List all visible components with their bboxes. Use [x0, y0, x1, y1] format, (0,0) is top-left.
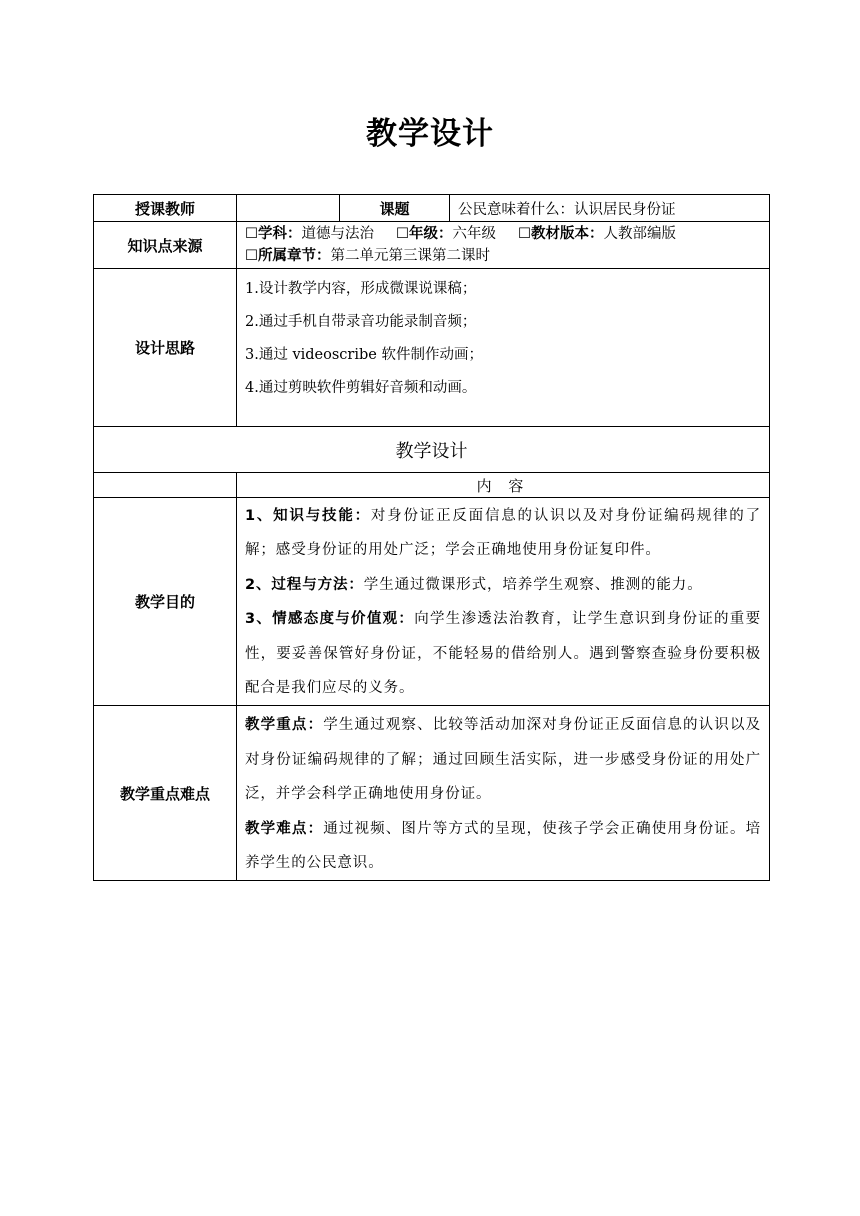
- design-label: 设计思路: [94, 269, 237, 427]
- edition-label: ☐教材版本：: [518, 226, 604, 242]
- lesson-plan-table: [93, 194, 770, 881]
- teacher-row: [94, 195, 770, 222]
- content-header: 内 容: [237, 473, 770, 498]
- key-points-cell: [237, 706, 770, 881]
- design-item: 2.通过手机自带录音功能录制音频；: [245, 314, 477, 330]
- document-title: 教学设计: [366, 116, 494, 152]
- objective-head: 3、情感态度与价值观：: [245, 611, 415, 628]
- key-point-text: 通过视频、图片等方式的呈现，使孩子学会正确使用身份证。培养学生的公民意识。: [245, 820, 761, 872]
- chapter-value: 第二单元第三课第二课时: [330, 248, 490, 264]
- section-row: [94, 427, 770, 473]
- grade-value: 六年级: [452, 226, 496, 242]
- key-point-text: 学生通过观察、比较等活动加深对身份证正反面信息的认识以及对身份证编码规律的了解；通过回顾生活实际，进一步感受身份证的用处广泛，并学会科学正确地使用身份证。: [245, 717, 761, 803]
- source-row: [94, 222, 770, 269]
- design-row: [94, 269, 770, 427]
- topic-label: 课题: [340, 195, 450, 222]
- topic-value: 公民意味着什么：认识居民身份证: [450, 195, 770, 222]
- subject-label: ☐学科：: [245, 226, 302, 242]
- teacher-label: 授课教师: [94, 195, 237, 222]
- source-line-2: [245, 245, 769, 267]
- objective-head: 1、知识与技能：: [245, 508, 371, 524]
- objective-text: 学生通过微课形式，培养学生观察、推测的能力。: [363, 576, 703, 593]
- objectives-row: [94, 498, 770, 706]
- key-points-row: [94, 706, 770, 881]
- source-cell: [237, 222, 770, 269]
- design-item: 3.通过 videoscribe 软件制作动画；: [245, 347, 483, 363]
- design-item: 1.设计教学内容，形成微课说课稿；: [245, 281, 477, 297]
- teacher-value: [237, 195, 340, 222]
- grade-label: ☐年级：: [396, 226, 453, 242]
- key-point-item: [245, 812, 761, 881]
- key-point-item: [245, 708, 761, 811]
- objective-item: [245, 568, 761, 602]
- objective-text: 向学生渗透法治教育，让学生意识到身份证的重要性，要妥善保管好身份证，不能轻易的借给别人。遇到警察查验身份要积极配合是我们应尽的义务。: [245, 611, 761, 697]
- key-point-head: 教学难点：: [245, 820, 324, 837]
- objective-head: 2、过程与方法：: [245, 576, 364, 593]
- source-label: 知识点来源: [94, 222, 237, 269]
- section-title: 教学设计: [94, 427, 770, 473]
- objective-item: [245, 602, 761, 705]
- key-point-head: 教学重点：: [245, 717, 324, 734]
- key-points-label: 教学重点难点: [94, 706, 237, 881]
- objectives-cell: [237, 498, 770, 706]
- edition-value: 人教部编版: [603, 226, 676, 242]
- content-header-blank: [94, 473, 237, 498]
- design-cell: [237, 269, 770, 427]
- chapter-label: ☐所属章节：: [245, 248, 331, 264]
- design-item: 4.通过剪映软件剪辑好音频和动画。: [245, 380, 477, 396]
- source-line-1: [245, 223, 769, 245]
- subject-value: 道德与法治: [301, 226, 374, 242]
- objectives-label: 教学目的: [94, 498, 237, 706]
- objective-item: [245, 499, 761, 568]
- objective-text: 对身份证正反面信息的认识以及对身份证编码规律的了解；感受身份证的用处广泛；学会正确地使用身份证复印件。: [245, 508, 761, 559]
- content-header-row: [94, 473, 770, 498]
